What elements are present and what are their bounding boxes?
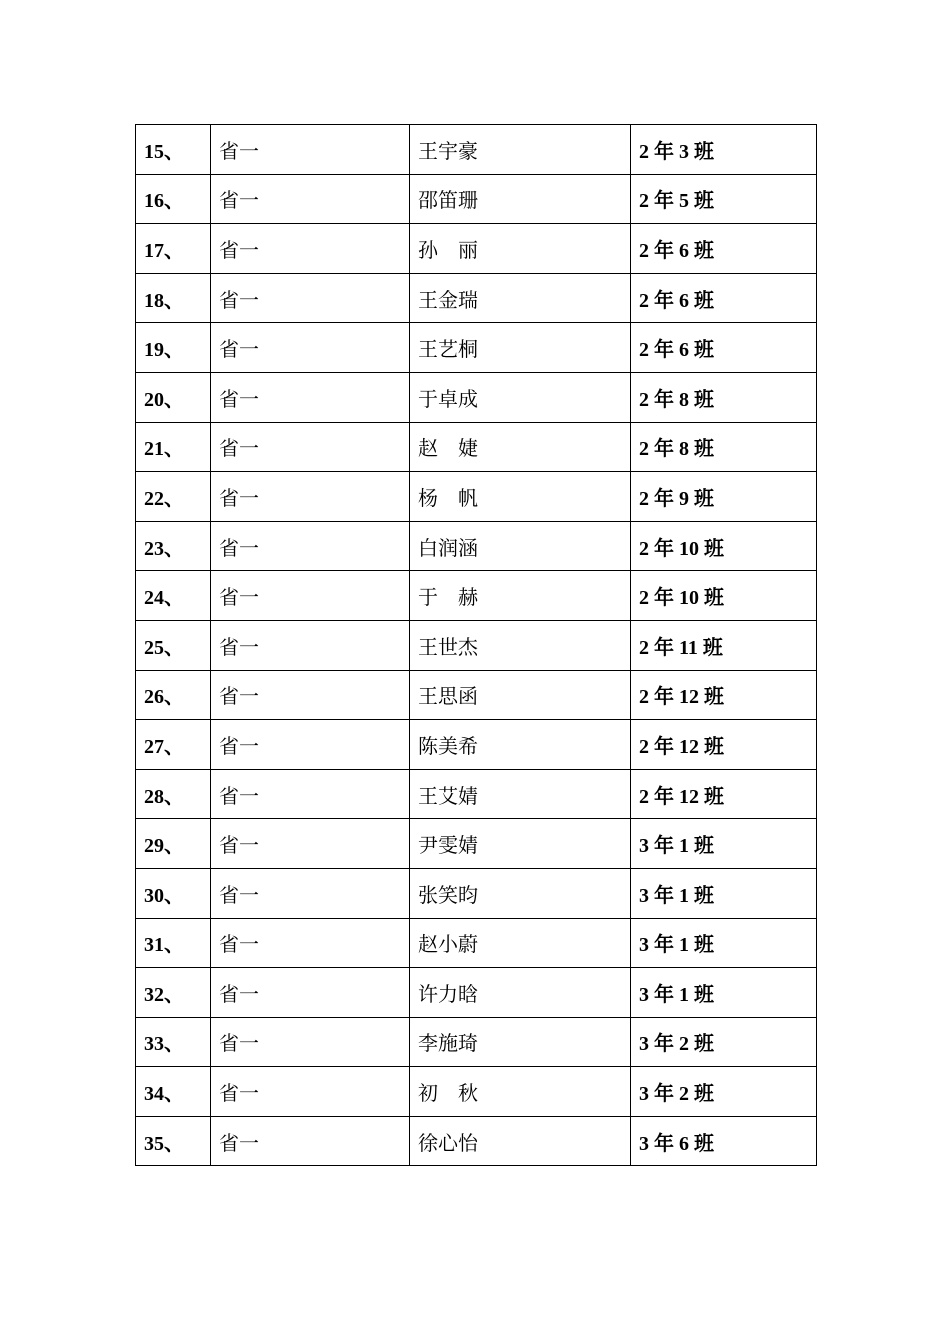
class-cell: 2 年 11 班 (631, 620, 817, 670)
row-number-cell: 27、 (136, 720, 211, 770)
table-row (136, 720, 817, 770)
table-row (136, 1067, 817, 1117)
student-name-cell: 孙 丽 (410, 224, 631, 274)
table-row (136, 125, 817, 175)
row-number-cell: 24、 (136, 571, 211, 621)
student-name-cell: 许力晗 (410, 968, 631, 1018)
award-level-cell: 省一 (211, 224, 410, 274)
class-cell: 3 年 6 班 (631, 1116, 817, 1166)
award-level-cell: 省一 (211, 819, 410, 869)
award-list-table (135, 124, 817, 1166)
table-row (136, 521, 817, 571)
row-number-cell: 20、 (136, 372, 211, 422)
row-number-cell: 30、 (136, 868, 211, 918)
award-level-cell: 省一 (211, 1116, 410, 1166)
award-level-cell: 省一 (211, 670, 410, 720)
table-row (136, 769, 817, 819)
row-number-cell: 25、 (136, 620, 211, 670)
student-name-cell: 杨 帆 (410, 472, 631, 522)
row-number-cell: 35、 (136, 1116, 211, 1166)
student-name-cell: 于 赫 (410, 571, 631, 621)
student-name-cell: 于卓成 (410, 372, 631, 422)
table-row (136, 1017, 817, 1067)
award-level-cell: 省一 (211, 174, 410, 224)
class-cell: 2 年 6 班 (631, 323, 817, 373)
row-number-cell: 18、 (136, 273, 211, 323)
award-level-cell: 省一 (211, 620, 410, 670)
class-cell: 2 年 12 班 (631, 670, 817, 720)
row-number-cell: 29、 (136, 819, 211, 869)
student-name-cell: 王宇豪 (410, 125, 631, 175)
table-row (136, 422, 817, 472)
student-name-cell: 张笑昀 (410, 868, 631, 918)
student-name-cell: 王艺桐 (410, 323, 631, 373)
award-level-cell: 省一 (211, 720, 410, 770)
student-name-cell: 初 秋 (410, 1067, 631, 1117)
class-cell: 2 年 6 班 (631, 224, 817, 274)
award-level-cell: 省一 (211, 372, 410, 422)
row-number-cell: 15、 (136, 125, 211, 175)
class-cell: 3 年 2 班 (631, 1067, 817, 1117)
row-number-cell: 28、 (136, 769, 211, 819)
table-row (136, 670, 817, 720)
class-cell: 2 年 12 班 (631, 720, 817, 770)
award-level-cell: 省一 (211, 868, 410, 918)
row-number-cell: 34、 (136, 1067, 211, 1117)
class-cell: 2 年 5 班 (631, 174, 817, 224)
table-row (136, 372, 817, 422)
table-row (136, 819, 817, 869)
class-cell: 2 年 8 班 (631, 372, 817, 422)
award-level-cell: 省一 (211, 571, 410, 621)
award-level-cell: 省一 (211, 769, 410, 819)
class-cell: 2 年 8 班 (631, 422, 817, 472)
row-number-cell: 31、 (136, 918, 211, 968)
award-level-cell: 省一 (211, 968, 410, 1018)
student-name-cell: 王艾婧 (410, 769, 631, 819)
row-number-cell: 16、 (136, 174, 211, 224)
class-cell: 2 年 10 班 (631, 521, 817, 571)
class-cell: 3 年 1 班 (631, 968, 817, 1018)
table-row (136, 968, 817, 1018)
table-row (136, 224, 817, 274)
row-number-cell: 23、 (136, 521, 211, 571)
student-name-cell: 赵 婕 (410, 422, 631, 472)
table-row (136, 472, 817, 522)
award-level-cell: 省一 (211, 273, 410, 323)
table-row (136, 918, 817, 968)
student-name-cell: 白润涵 (410, 521, 631, 571)
table-row (136, 323, 817, 373)
award-level-cell: 省一 (211, 323, 410, 373)
class-cell: 2 年 9 班 (631, 472, 817, 522)
class-cell: 2 年 3 班 (631, 125, 817, 175)
class-cell: 3 年 1 班 (631, 918, 817, 968)
award-list-body (136, 125, 817, 1166)
table-row (136, 1116, 817, 1166)
table-row (136, 174, 817, 224)
row-number-cell: 17、 (136, 224, 211, 274)
table-row (136, 620, 817, 670)
class-cell: 3 年 1 班 (631, 868, 817, 918)
student-name-cell: 赵小蔚 (410, 918, 631, 968)
class-cell: 2 年 12 班 (631, 769, 817, 819)
student-name-cell: 王世杰 (410, 620, 631, 670)
student-name-cell: 王金瑞 (410, 273, 631, 323)
student-name-cell: 尹雯婧 (410, 819, 631, 869)
table-row (136, 273, 817, 323)
award-level-cell: 省一 (211, 521, 410, 571)
award-level-cell: 省一 (211, 918, 410, 968)
student-name-cell: 陈美希 (410, 720, 631, 770)
student-name-cell: 徐心怡 (410, 1116, 631, 1166)
award-level-cell: 省一 (211, 125, 410, 175)
row-number-cell: 26、 (136, 670, 211, 720)
student-name-cell: 李施琦 (410, 1017, 631, 1067)
award-level-cell: 省一 (211, 472, 410, 522)
row-number-cell: 19、 (136, 323, 211, 373)
class-cell: 3 年 1 班 (631, 819, 817, 869)
row-number-cell: 32、 (136, 968, 211, 1018)
award-level-cell: 省一 (211, 1067, 410, 1117)
table-row (136, 571, 817, 621)
student-name-cell: 邵笛珊 (410, 174, 631, 224)
student-name-cell: 王思函 (410, 670, 631, 720)
award-level-cell: 省一 (211, 1017, 410, 1067)
class-cell: 2 年 10 班 (631, 571, 817, 621)
row-number-cell: 22、 (136, 472, 211, 522)
row-number-cell: 21、 (136, 422, 211, 472)
award-level-cell: 省一 (211, 422, 410, 472)
row-number-cell: 33、 (136, 1017, 211, 1067)
table-row (136, 868, 817, 918)
class-cell: 2 年 6 班 (631, 273, 817, 323)
class-cell: 3 年 2 班 (631, 1017, 817, 1067)
